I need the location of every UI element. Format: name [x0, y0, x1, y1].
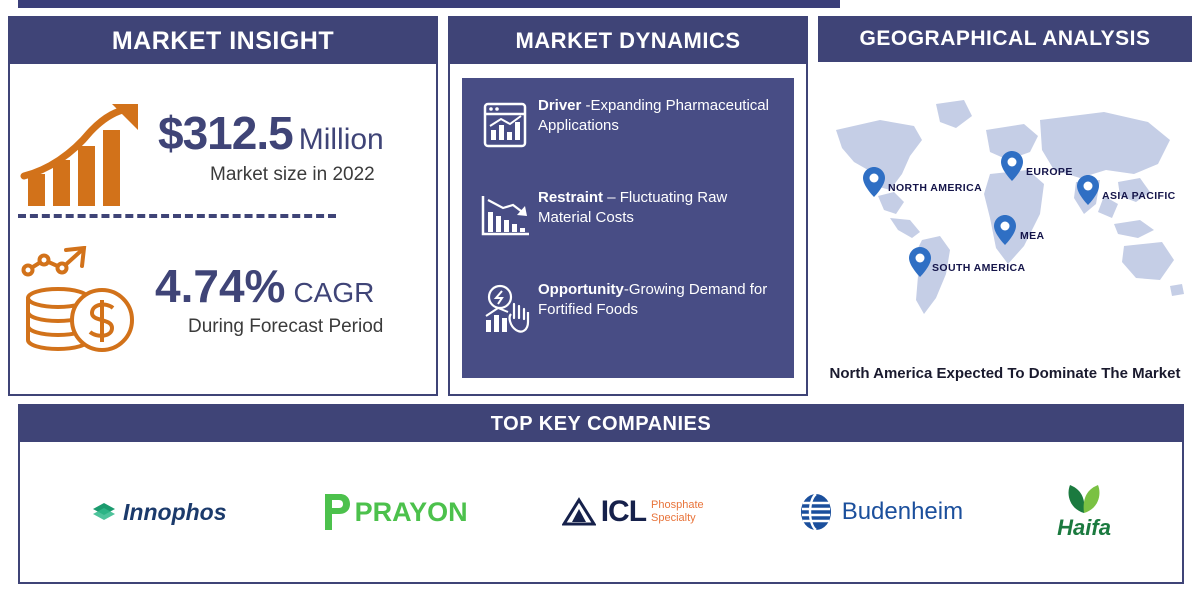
world-map: [818, 78, 1192, 328]
map-label-europe: EUROPE: [1026, 166, 1073, 178]
company-logo-list: [20, 442, 1182, 582]
map-label-asia-pacific: ASIA PACIFIC: [1102, 190, 1176, 202]
prayon-mark-icon: [321, 492, 351, 532]
cagr-caption: During Forecast Period: [188, 316, 384, 337]
dynamics-restraint-label: Restraint: [538, 189, 604, 206]
map-pin-mea[interactable]: [993, 214, 1017, 246]
dynamics-restraint-text: [538, 188, 784, 229]
company-logo-icl[interactable]: [562, 495, 704, 529]
icl-tagline-line1: Phosphate: [651, 499, 704, 512]
opportunity-hand-icon: [472, 280, 538, 336]
top-decor-bar: [0, 0, 840, 8]
dynamics-driver-text: [538, 96, 784, 137]
dynamics-opportunity-body: Growing Demand for Fortified Foods: [538, 281, 768, 319]
declining-bar-chart-icon: [472, 188, 538, 238]
cagr-value: 4.74%: [155, 260, 286, 312]
icl-tagline: [651, 499, 704, 524]
geographical-analysis-panel: [818, 16, 1192, 396]
icl-mark-icon: [562, 497, 596, 527]
map-label-south-america: SOUTH AMERICA: [932, 262, 1026, 274]
dynamics-driver-sep: -: [581, 97, 591, 114]
company-logo-prayon[interactable]: [321, 492, 468, 532]
map-label-north-america: NORTH AMERICA: [888, 182, 983, 194]
map-pin-south-america[interactable]: [908, 246, 932, 278]
market-dynamics-list: [462, 78, 794, 378]
growth-arrow-chart-icon: [20, 102, 160, 217]
icl-wordmark: ICL: [600, 495, 647, 528]
dynamics-restraint-body: Fluctuating Raw Material Costs: [538, 189, 728, 227]
market-insight-title: MARKET INSIGHT: [10, 18, 436, 64]
market-size-value-group: [158, 106, 384, 160]
coins-growth-icon: [18, 246, 150, 369]
geographical-analysis-title: GEOGRAPHICAL ANALYSIS: [818, 16, 1192, 62]
market-size-value: $312.5: [158, 107, 293, 159]
market-insight-panel: [8, 16, 438, 396]
dynamics-row-opportunity: [472, 274, 784, 366]
market-dynamics-title: MARKET DYNAMICS: [450, 18, 806, 64]
icl-tagline-line2: Specialty: [651, 512, 696, 524]
innophos-wordmark: Innophos: [123, 498, 227, 525]
company-logo-haifa[interactable]: [1057, 483, 1111, 541]
map-pin-north-america[interactable]: [862, 166, 886, 198]
haifa-wordmark: Haifa: [1057, 515, 1111, 540]
map-pin-asia-pacific[interactable]: [1076, 174, 1100, 206]
dynamics-row-restraint: [472, 182, 784, 274]
dynamics-restraint-sep: –: [603, 189, 620, 206]
geo-caption: North America Expected To Dominate The Market: [829, 365, 1181, 382]
top-key-companies-panel: [18, 404, 1184, 584]
geographical-analysis-body: [818, 62, 1192, 396]
innophos-mark-icon: [91, 500, 117, 524]
dynamics-driver-body: Expanding Pharmaceutical Applications: [538, 97, 769, 135]
map-label-mea: MEA: [1020, 230, 1045, 242]
top-key-companies-title: TOP KEY COMPANIES: [20, 406, 1182, 442]
prayon-wordmark: PRAYON: [354, 496, 468, 527]
insight-divider: [18, 214, 336, 218]
dynamics-opportunity-sep: -: [623, 281, 629, 298]
cagr-unit: CAGR: [293, 277, 375, 308]
market-size-caption: Market size in 2022: [210, 164, 375, 185]
haifa-leaf-icon: [1060, 483, 1108, 515]
market-dynamics-panel: [448, 16, 808, 396]
market-size-unit: Million: [298, 123, 384, 156]
top-decor-accent: [0, 0, 18, 8]
market-insight-body: [10, 64, 436, 396]
report-chart-icon: [472, 96, 538, 150]
map-pin-europe[interactable]: [1000, 150, 1024, 182]
company-logo-innophos[interactable]: [91, 499, 226, 526]
dynamics-opportunity-text: [538, 280, 784, 321]
cagr-value-group: [155, 259, 374, 313]
dynamics-opportunity-label: Opportunity: [538, 281, 624, 298]
budenheim-wordmark: Budenheim: [841, 498, 964, 525]
dynamics-row-driver: [472, 90, 784, 182]
dynamics-driver-label: Driver: [538, 97, 582, 114]
budenheim-mark-icon: [798, 492, 834, 532]
company-logo-budenheim[interactable]: [798, 492, 963, 532]
